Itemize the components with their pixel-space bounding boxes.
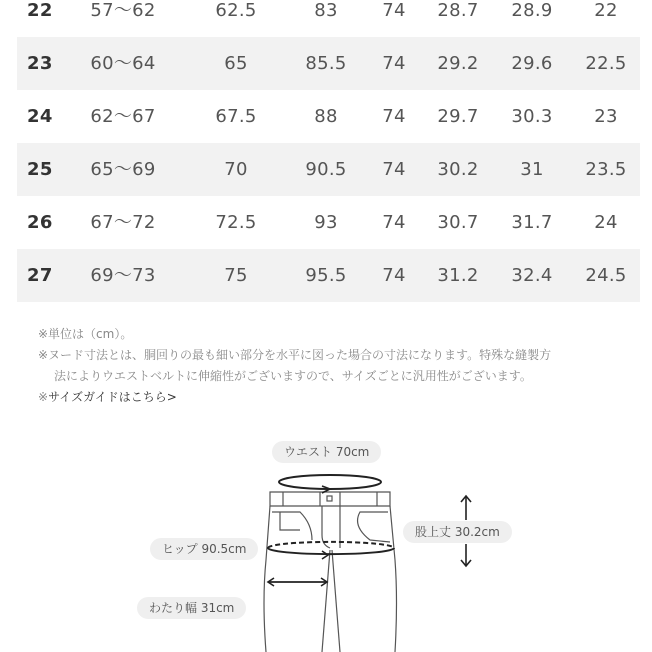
hem-cell: 24.5 (585, 265, 627, 286)
thigh-cell: 32.4 (511, 265, 553, 286)
hip-cell: 93 (314, 212, 338, 233)
range-cell: 69〜73 (90, 265, 156, 286)
range-cell: 62〜67 (90, 106, 156, 127)
thigh-label: わたり幅 31cm (137, 597, 246, 619)
nude-size-note-line2: 法によりウエストベルトに伸縮性がございますので、サイズごとに汎用性がございます。 (54, 369, 532, 383)
hem-cell: 23.5 (585, 159, 627, 180)
table-row (17, 143, 640, 196)
note-mark: ※ (38, 390, 49, 404)
hip-cell: 95.5 (305, 265, 347, 286)
length-cell: 74 (382, 53, 406, 74)
size-cell: 25 (27, 159, 53, 180)
rise-cell: 29.7 (437, 106, 479, 127)
size-cell: 26 (27, 212, 53, 233)
size-table (17, 0, 640, 302)
size-cell: 27 (27, 265, 53, 286)
length-cell: 74 (382, 265, 406, 286)
nude-size-note-line1: ※ヌード寸法とは、胴回りの最も細い部分を水平に図った場合の寸法になります。特殊な縫製方 (38, 348, 552, 362)
pants-illustration-icon (0, 430, 652, 652)
rise-label: 股上丈 30.2cm (403, 521, 512, 543)
size-cell: 23 (27, 53, 53, 74)
thigh-cell: 31 (520, 159, 544, 180)
waist-cell: 62.5 (215, 0, 257, 21)
waist-cell: 67.5 (215, 106, 257, 127)
range-cell: 57〜62 (90, 0, 156, 21)
waist-cell: 70 (224, 159, 248, 180)
size-cell: 24 (27, 106, 53, 127)
size-guide-link-text[interactable]: サイズガイドはこちら> (48, 390, 177, 404)
rise-cell: 28.7 (437, 0, 479, 21)
unit-note: ※単位は（cm）。 (38, 327, 133, 341)
rise-cell: 30.7 (437, 212, 479, 233)
measurement-diagram (0, 430, 652, 652)
table-row (17, 249, 640, 302)
hem-cell: 22 (594, 0, 618, 21)
length-cell: 74 (382, 0, 406, 21)
size-guide-link[interactable] (38, 387, 551, 408)
range-cell: 60〜64 (90, 53, 156, 74)
hip-label: ヒップ 90.5cm (150, 538, 258, 560)
table-row (17, 90, 640, 143)
thigh-cell: 30.3 (511, 106, 553, 127)
table-row (17, 37, 640, 90)
rise-cell: 29.2 (437, 53, 479, 74)
length-cell: 74 (382, 106, 406, 127)
waist-label: ウエスト 70cm (272, 441, 381, 463)
hem-cell: 22.5 (585, 53, 627, 74)
thigh-cell: 31.7 (511, 212, 553, 233)
hip-cell: 88 (314, 106, 338, 127)
hip-cell: 85.5 (305, 53, 347, 74)
thigh-cell: 28.9 (511, 0, 553, 21)
waist-cell: 75 (224, 265, 248, 286)
hem-cell: 24 (594, 212, 618, 233)
hip-cell: 90.5 (305, 159, 347, 180)
table-row (17, 196, 640, 249)
size-cell: 22 (27, 0, 53, 21)
length-cell: 74 (382, 159, 406, 180)
size-notes (38, 324, 551, 408)
range-cell: 67〜72 (90, 212, 156, 233)
rise-cell: 30.2 (437, 159, 479, 180)
rise-cell: 31.2 (437, 265, 479, 286)
waist-cell: 65 (224, 53, 248, 74)
waist-cell: 72.5 (215, 212, 257, 233)
hip-cell: 83 (314, 0, 338, 21)
table-row (17, 0, 640, 37)
hem-cell: 23 (594, 106, 618, 127)
thigh-cell: 29.6 (511, 53, 553, 74)
length-cell: 74 (382, 212, 406, 233)
range-cell: 65〜69 (90, 159, 156, 180)
